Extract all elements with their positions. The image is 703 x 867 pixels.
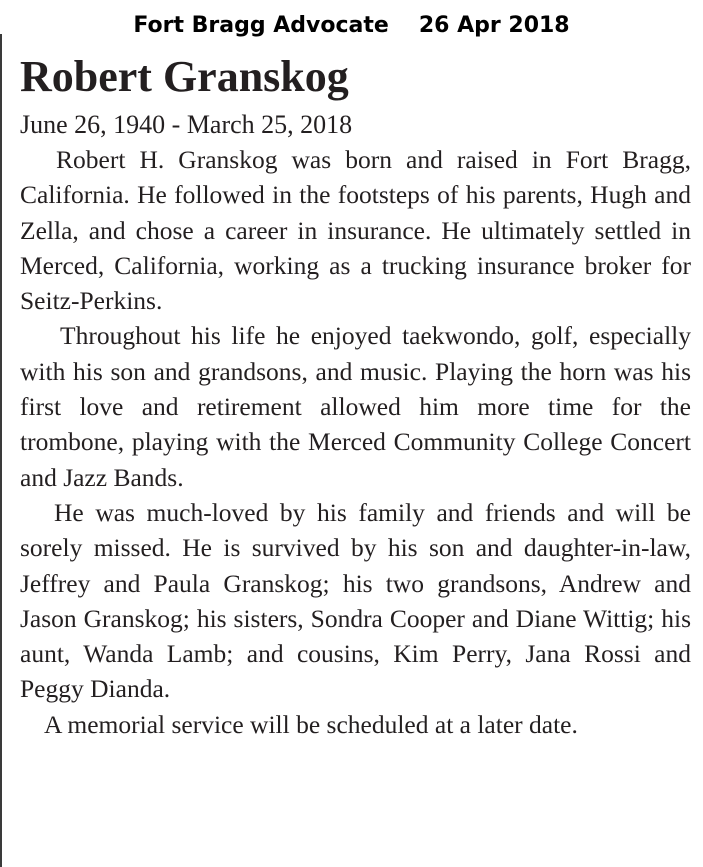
column-rule: [0, 34, 2, 867]
obituary-name: Robert Granskog: [20, 52, 349, 101]
obituary-paragraph-1: Robert H. Granskog was born and raised in Fort Bragg, California. He followed in the footsteps of his parents, Hugh and Zella, and chose a career in insurance. He ultimately settled in Merced, California, working as a trucking insurance broker for Seitz-Perkins.: [20, 145, 691, 316]
publication-name: Fort Bragg Advocate: [133, 13, 389, 38]
life-dates: June 26, 1940 - March 25, 2018: [20, 110, 353, 139]
obituary-paragraph-3: He was much-loved by his family and friends and will be sorely missed. He is survived by his son and daughter-in-law, Jeffrey and Paula Granskog; his two grandsons, Andrew and Jason Granskog; his sisters, Sondra Cooper and Diane Wittig; his aunt, Wanda Lamb; and cousins, Kim Perry, Jana Rossi and Peggy Dianda.: [20, 497, 691, 704]
obituary-paragraph-4: A memorial service will be scheduled at a later date.: [44, 709, 578, 739]
obituary-article: [20, 50, 691, 742]
clipping-header: [0, 11, 703, 41]
obituary-paragraph-2: Throughout his life he enjoyed taekwondo, golf, especially with his son and grandsons, and music. Playing the horn was his first love and retirement allowed him more time for the trombone, playing with the Merced Community College Concert and Jazz Bands.: [20, 321, 691, 492]
publication-date: 26 Apr 2018: [418, 13, 570, 38]
